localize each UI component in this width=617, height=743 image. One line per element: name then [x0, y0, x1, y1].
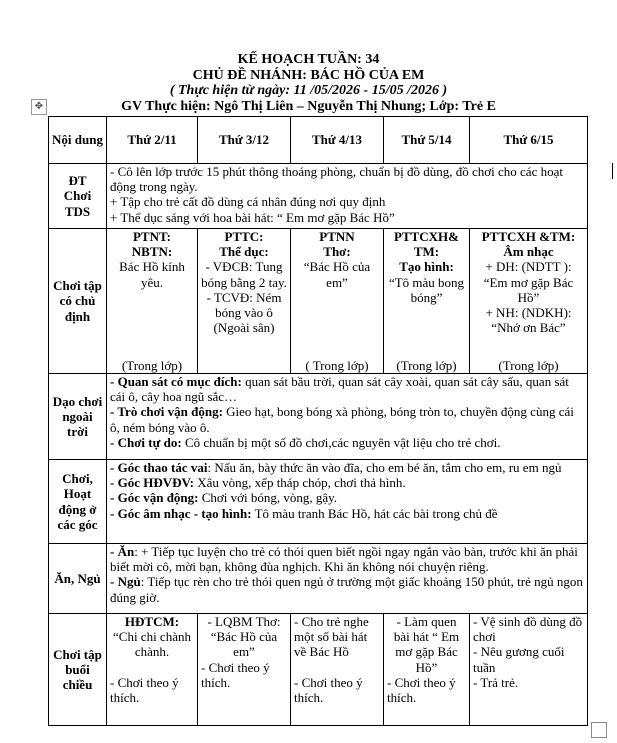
afternoon-tail: - Chơi theo ý thích.	[201, 659, 270, 690]
afternoon-tail: - Chơi theo ý thích.	[294, 674, 363, 705]
corner-item: - Góc vận động: Chơi với bóng, vòng, gậy.	[110, 490, 338, 506]
row-label-meals: Ăn, Ngủ	[49, 544, 107, 614]
day-header: Thứ 6/15	[470, 117, 588, 164]
day-header: Thứ 5/14	[384, 117, 470, 164]
afternoon-row	[49, 614, 588, 726]
meals-row	[49, 544, 588, 614]
row-label-outdoor: Dạo chơi ngoài trời	[49, 374, 107, 460]
planned-cell	[384, 229, 470, 374]
corner-item: - Góc HĐVĐV: Xâu vòng, xếp tháp chóp, chơi thả hình.	[110, 475, 406, 491]
activity-title: PTNN Thơ:	[319, 229, 355, 260]
activity-body: “Bác Hồ của em”	[303, 259, 371, 290]
row-label-afternoon: Chơi tập buổi chiều	[49, 614, 107, 726]
activity-location: (Trong lớp)	[498, 357, 559, 373]
activity-location: (Trong lớp)	[396, 357, 457, 373]
theme-title: CHỦ ĐỀ NHÁNH: BÁC HỒ CỦA EM	[192, 67, 425, 83]
activity-title: PTTC: Thể dục:	[219, 229, 269, 260]
afternoon-cell	[291, 614, 384, 726]
outdoor-content	[107, 374, 588, 460]
content-header: Nội dung	[49, 117, 107, 164]
afternoon-body: - Làm quen bài hát “ Em mơ gặp Bác Hồ”	[393, 614, 460, 675]
welcome-content	[107, 164, 588, 229]
welcome-line: + Thể dục sáng với hoa bài hát: “ Em mơ gặp Bác Hồ”	[110, 209, 395, 225]
planned-cell	[470, 229, 588, 374]
day-header: Thứ 4/13	[291, 117, 384, 164]
day-header: Thứ 3/12	[198, 117, 291, 164]
activity-title: PTTCXH &TM: Âm nhạc	[481, 229, 576, 260]
outdoor-item: - Quan sát có mục đích: quan sát bầu trời, quan sát cây xoài, quan sát cây sấu, quan sát cái ô, cây hoa ngũ sắc…	[110, 374, 569, 405]
activity-location: (Trong lớp)	[121, 357, 183, 373]
corners-row	[49, 460, 588, 544]
meal-item: - Ngủ: Tiếp tục rèn cho trẻ thói quen ngủ ở trường một giấc khoảng 150 phút, trẻ ngủ ngon đúng giờ.	[110, 574, 583, 605]
afternoon-tail: - Chơi theo ý thích.	[387, 674, 456, 706]
afternoon-body: - Cho trẻ nghe một số bài hát về Bác Hồ	[294, 614, 369, 660]
move-arrows-icon[interactable]: ✥	[31, 99, 47, 115]
corners-content	[107, 460, 588, 544]
plan-title: KẾ HOẠCH TUẦN: 34	[237, 52, 380, 67]
planned-cell	[291, 229, 384, 374]
table-resize-icon[interactable]	[591, 722, 607, 738]
welcome-row	[49, 164, 588, 229]
afternoon-body: - LQBM Thơ: “Bác Hồ của em”	[207, 614, 281, 660]
row-label-planned: Chơi tập có chủ định	[49, 229, 107, 374]
text-cursor	[612, 163, 613, 179]
table-header-row	[49, 117, 588, 164]
afternoon-cell	[198, 614, 291, 726]
row-label-welcome: ĐT Chơi TDS	[49, 164, 107, 229]
welcome-line: + Tập cho trẻ cất đồ dùng cá nhân đúng nơi quy định	[110, 194, 386, 210]
outdoor-row	[49, 374, 588, 460]
activity-title: PTTCXH& TM: Tạo hình:	[394, 229, 459, 275]
activity-title: PTNT: NBTN:	[131, 229, 173, 260]
welcome-line: - Cô lên lớp trước 15 phút thông thoáng phòng, chuẩn bị đồ dùng, đồ chơi cho các hoạt động trong ngày.	[110, 164, 563, 195]
activity-body: Bác Hồ kính yêu.	[119, 259, 185, 290]
period-line: ( Thực hiện từ ngày: 11 /05/2026 - 15/05 /2026 )	[169, 83, 448, 98]
planned-cell	[198, 229, 291, 374]
outdoor-item: - Trò chơi vận động: Gieo hạt, bong bóng xà phòng, bóng tròn to, chuyền động cùng cái ô, ném bóng vào ô.	[110, 404, 574, 435]
activity-body: “Tô màu bong bóng”	[388, 274, 465, 305]
afternoon-body: “Chi chi chành chành.	[113, 629, 191, 660]
activity-body: - VĐCB: Tung bóng bằng 2 tay. - TCVĐ: Ném bóng vào ô (Ngoài sân)	[201, 259, 287, 336]
document-header	[0, 52, 617, 114]
activity-body: + DH: (NDTT ): “Em mơ gặp Bác Hồ” + NH: (NDKH): “Nhớ ơn Bác”	[483, 259, 574, 336]
meals-content	[107, 544, 588, 614]
day-header: Thứ 2/11	[107, 117, 198, 164]
corner-item: - Góc âm nhạc - tạo hình: Tô màu tranh Bác Hồ, hát các bài trong chủ đề	[110, 505, 498, 521]
afternoon-title: HĐTCM:	[124, 614, 180, 629]
afternoon-cell	[470, 614, 588, 726]
afternoon-tail: - Chơi theo ý thích.	[110, 674, 179, 705]
afternoon-cell	[107, 614, 198, 726]
row-label-corners: Chơi, Hoạt động ở các góc	[49, 460, 107, 544]
activity-location: ( Trong lớp)	[305, 357, 369, 373]
planned-cell	[107, 229, 198, 374]
weekly-plan-table	[48, 116, 588, 726]
planned-row	[49, 229, 588, 374]
corner-item: - Góc thao tác vai: Nấu ăn, bày thức ăn vào đĩa, cho em bé ăn, tắm cho em, ru em ngủ	[110, 460, 562, 475]
teachers-line: GV Thực hiện: Ngô Thị Liên – Nguyễn Thị Nhung; Lớp: Trẻ E	[121, 98, 496, 114]
afternoon-cell	[384, 614, 470, 726]
meal-item: - Ăn: + Tiếp tục luyện cho trẻ có thói quen biết ngồi ngay ngắn vào bàn, trước khi ăn phải biết mời cô, mời bạn, không đùa nghịch. Khi ăn không nói chuyện riêng.	[110, 544, 578, 575]
afternoon-body: - Vệ sinh đồ dùng đồ chơi - Nêu gương cuối tuần - Trả trẻ.	[473, 614, 583, 690]
outdoor-item: - Chơi tự do: Cô chuẩn bị một số đồ chơi,các nguyên vật liệu cho trẻ chơi.	[110, 434, 501, 450]
